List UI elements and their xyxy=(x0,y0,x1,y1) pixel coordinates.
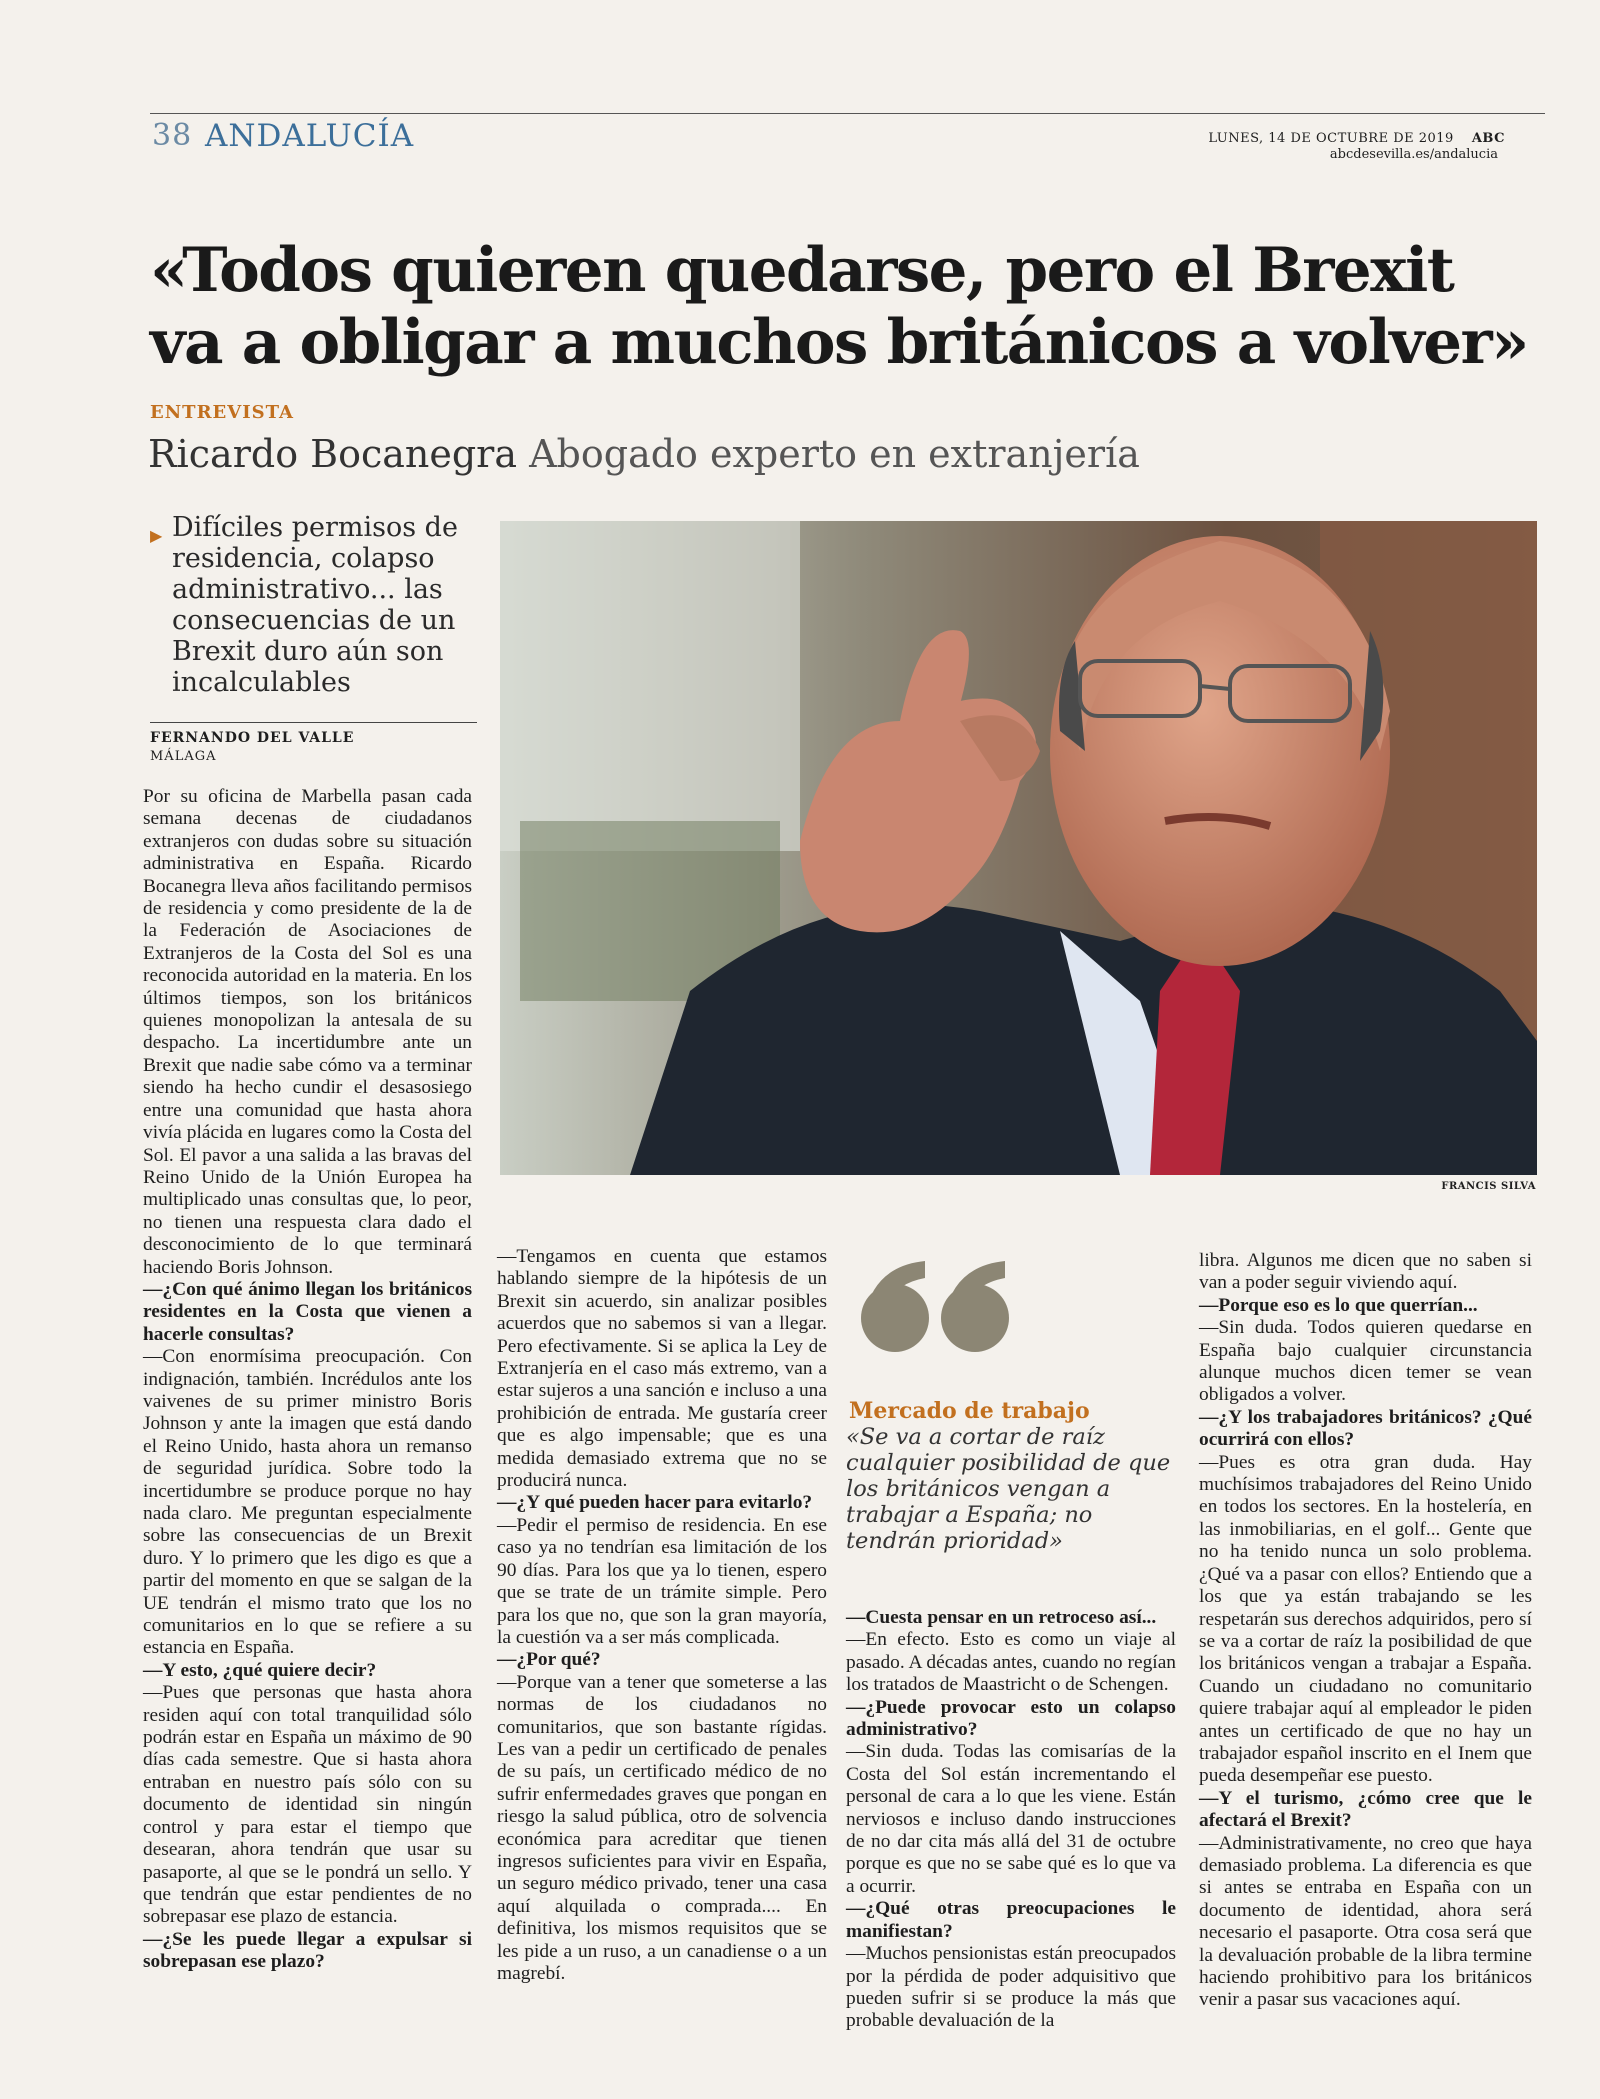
header-rule xyxy=(150,113,1545,114)
article-column-3 xyxy=(846,1607,1176,2033)
summary-divider xyxy=(150,722,477,723)
author-name: FERNANDO DEL VALLE xyxy=(150,730,355,746)
summary-box xyxy=(150,512,480,698)
dateline-city: MÁLAGA xyxy=(150,749,217,764)
triangle-bullet-icon: ▶ xyxy=(150,526,163,545)
body-paragraph: libra. Algunos me dicen que no saben si van a poder seguir viviendo aquí. xyxy=(1199,1250,1532,1294)
body-paragraph: —Pues es otra gran duda. Hay muchísimos trabajadores del Reino Unido en todos los sectores. En la hostelería, en las inmobiliarias, en el golf... Gente que no ha tenido nunca un solo problema. ¿Qué va a pasar con ellos? Entiendo que a los que ya están trabajando se les respetarán sus derechos adquiridos, pero sí se va a cortar de raíz la posibilidad de que los británicos vengan a trabajar a España. Cuando un ciudadano no comunitario quiere trabajar aquí al empleador le piden antes un certificado de que no hay un trabajador español inscrito en el Inem que pueda desempeñar ese puesto. xyxy=(1199,1451,1532,1787)
article-column-4 xyxy=(1199,1250,1532,2012)
body-paragraph: —En efecto. Esto es como un viaje al pasado. A décadas antes, cuando no regían los tratados de Maastricht o de Schengen. xyxy=(846,1629,1176,1696)
interview-question: —¿Y los trabajadores británicos? ¿Qué ocurrirá con ellos? xyxy=(1199,1406,1532,1451)
headline-line-2: va a obligar a muchos británicos a volver» xyxy=(150,307,1528,378)
section-title: ANDALUCÍA xyxy=(205,118,415,154)
body-paragraph: —Con enormísima preocupación. Con indignación, también. Incrédulos ante los vaivenes de su primer ministro Boris Johnson y ante la imagen que está dando el Reino Unido, hasta ahora un remanso de seguridad jurídica. Sobre todo la incertidumbre se produce porque no hay nada claro. Me preguntan especialmente sobre las consecuencias de un Brexit duro. Y lo primero que les digo es que a partir del momento en que se salgan de la UE tendrán el mismo trato que los no comunitarios en lo que se refiere a su estancia en España. xyxy=(143,1346,472,1659)
interview-question: —¿Puede provocar esto un colapso administrativo? xyxy=(846,1696,1176,1741)
body-paragraph: —Pues que personas que hasta ahora residen aquí con total tranquilidad sólo podrán estar en España un máximo de 90 días cada semestre. Que si hasta ahora entraban en nuestro país sólo con su documento de identidad sin ningún control y para estar el tiempo que desearan, ahora tendrán que usar su pasaporte, al que se le pondrá un sello. Y que tendrán que estar pendientes de no sobrepasar ese plazo de estancia. xyxy=(143,1682,472,1928)
publication-name: ABC xyxy=(1471,131,1505,146)
body-paragraph: —Muchos pensionistas están preocupados por la pérdida de poder adquisitivo que pueden sufrir si se produce la más que probable devaluación de la xyxy=(846,1943,1176,2032)
summary-text: Difíciles permisos de residencia, colapso administrativo... las consecuencias de un Brexit duro aún son incalculables xyxy=(172,512,458,698)
section-url: abcdesevilla.es/andalucia xyxy=(1329,147,1498,162)
body-paragraph: —Tengamos en cuenta que estamos hablando siempre de la hipótesis de un Brexit sin acuerdo, sin analizar posibles acuerdos que no sabemos si van a llegar. Pero efectivamente. Si se aplica la Ley de Extranjería en el caso más extremo, van a estar sujeros a una sanción e incluso a una prohibición de entrada. Me gustaría creer que es algo impensable; que es una medida demasiado extrema que no se producirá nunca. xyxy=(497,1246,827,1492)
interview-question: —¿Qué otras preocupaciones le manifiestan? xyxy=(846,1898,1176,1942)
date-text: LUNES, 14 DE OCTUBRE DE 2019 xyxy=(1208,131,1454,146)
headline xyxy=(150,235,1550,379)
body-paragraph: —Administrativamente, no creo que haya demasiado problema. La diferencia es que si antes se entraba en España con un documento de identidad, ahora será necesario el pasaporte. Otra cosa será que la devaluación probable de la libra termine haciendo prohibitivo para los británicos venir a pasar sus vacaciones aquí. xyxy=(1199,1832,1532,2011)
edition-date xyxy=(1205,131,1505,146)
pull-quote-text: «Se va a cortar de raíz cualquier posibilidad de que los británicos vengan a trabajar a España; no tendrán prioridad» xyxy=(846,1424,1171,1554)
body-paragraph: —Sin duda. Todas las comisarías de la Costa del Sol están incrementando el personal de cara a lo que les viene. Están nerviosos e incluso dando instrucciones de no dar cita más allá del 31 de octubre porque es que no se sabe qué es lo que va a ocurrir. xyxy=(846,1741,1176,1897)
photo-credit: FRANCIS SILVA xyxy=(1441,1181,1536,1192)
body-paragraph: Por su oficina de Marbella pasan cada semana decenas de ciudadanos extranjeros con dudas sobre su situación administrativa en España. Ricardo Bocanegra lleva años facilitando permisos de residencia y como presidente de la de la Federación de Asociaciones de Extranjeros de la Costa del Sol es una reconocida autoridad en la materia. En los últimos tiempos, son los británicos quienes monopolizan la antesala de su despacho. La incertidumbre ante un Brexit que nadie sabe cómo va a terminar siendo ha hecho cundir el desasosiego entre una comunidad que hasta ahora vivía plácida en lugares como la Costa del Sol. El pavor a una salida a las bravas del Reino Unido de la Unión Europea ha multiplicado unas consultas que, lo peor, no tienen una respuesta clara dado el desconocimiento de lo que terminará haciendo Boris Johnson. xyxy=(143,786,472,1278)
interviewee-role: Abogado experto en extranjería xyxy=(529,432,1140,476)
article-column-1 xyxy=(143,786,472,1974)
body-paragraph: —Pedir el permiso de residencia. En ese caso ya no tendrían esa limitación de los 90 días. Para los que ya lo tienen, espero que se trate de un trámite simple. Pero para los que no, que son la gran mayoría, la cuestión va a ser más complicada. xyxy=(497,1514,827,1648)
headline-line-1: «Todos quieren quedarse, pero el Brexit xyxy=(150,235,1454,306)
interview-question: —¿Por qué? xyxy=(497,1649,601,1671)
interview-question: —Y esto, ¿qué quiere decir? xyxy=(143,1659,377,1681)
interviewee-name: Ricardo Bocanegra xyxy=(148,432,517,476)
interviewee-line xyxy=(148,432,1140,476)
interview-question: —Y el turismo, ¿cómo cree que le afectará el Brexit? xyxy=(1199,1787,1532,1832)
page-number: 38 xyxy=(152,118,193,153)
interview-question: —¿Se les puede llegar a expulsar si sobrepasan ese plazo? xyxy=(143,1928,472,1973)
body-paragraph: —Sin duda. Todos quieren quedarse en España bajo cualquier circunstancia alunque muchos dicen temer se vean obligados a volver. xyxy=(1199,1317,1532,1406)
body-paragraph: —Porque van a tener que someterse a las normas de los ciudadanos no comunitarios, que son bastante rígidas. Les van a pedir un certificado de penales de su país, un certificado médico de no sufrir enfermedades graves que pongan en riesgo la salud pública, otro de solvencia económica para acreditar que tienen ingresos suficientes para vivir en España, un seguro médico privado, tener una casa aquí alquilada o comprada.... En definitiva, los mismos requisitos que se les pide a un ruso, a un canadiense o a un magrebí. xyxy=(497,1671,827,1984)
interview-question: —Cuesta pensar en un retroceso así... xyxy=(846,1607,1157,1628)
quote-mark-icon xyxy=(855,1256,1015,1356)
article-column-2 xyxy=(497,1246,827,1985)
interviewee-photo xyxy=(500,521,1537,1175)
kicker-label: ENTREVISTA xyxy=(150,402,295,423)
pull-quote-title: Mercado de trabajo xyxy=(849,1398,1090,1424)
portrait-illustration xyxy=(500,521,1537,1175)
interview-question: —Porque eso es lo que querrían... xyxy=(1199,1294,1478,1316)
interview-question: —¿Con qué ánimo llegan los británicos residentes en la Costa que vienen a hacerle consultas? xyxy=(143,1278,472,1345)
interview-question: —¿Y qué pueden hacer para evitarlo? xyxy=(497,1492,813,1514)
